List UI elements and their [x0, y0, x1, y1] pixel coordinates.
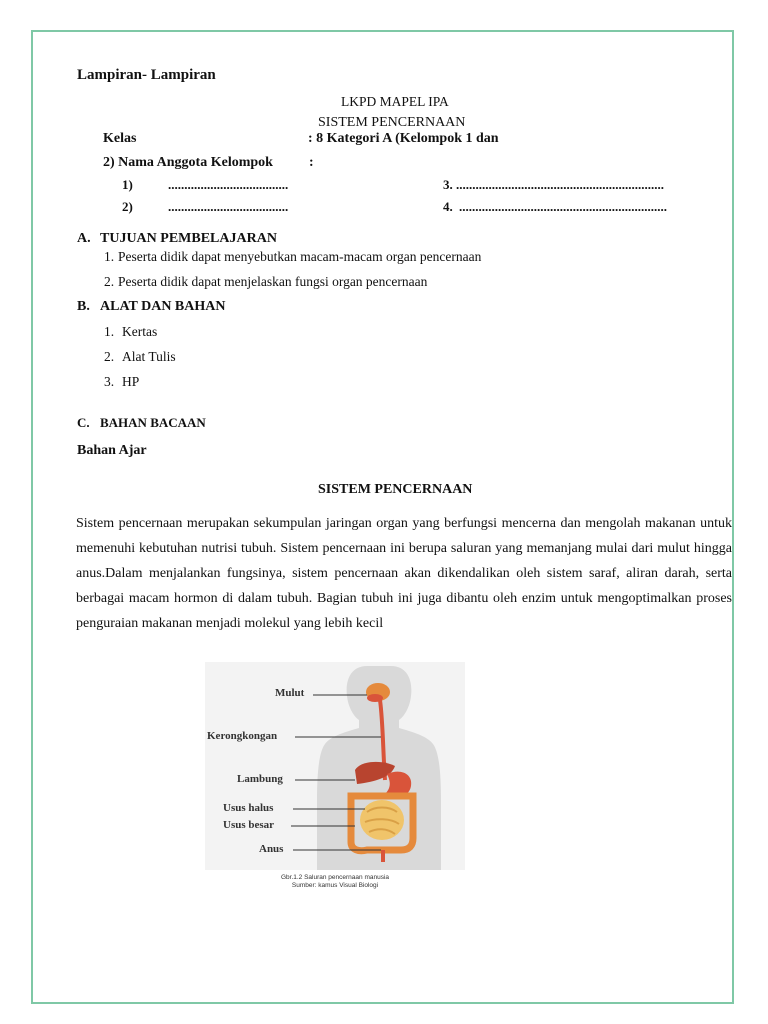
- section-b-marker: B.: [77, 299, 90, 314]
- member-number: 1): [122, 177, 133, 192]
- list-item-number: 1.: [104, 324, 115, 339]
- list-item-number: 2.: [104, 349, 115, 364]
- list-item: Peserta didik dapat menyebutkan macam-macam organ pencernaan: [118, 249, 482, 264]
- member-blank: ................................................................: [456, 177, 664, 192]
- label-kerongkongan: Kerongkongan: [207, 730, 278, 742]
- list-item: HP: [122, 374, 140, 389]
- digestive-system-figure: [205, 662, 465, 894]
- list-item: Alat Tulis: [122, 349, 176, 364]
- list-item-number: 3.: [104, 374, 115, 389]
- section-a-title: TUJUAN PEMBELAJARAN: [100, 231, 277, 246]
- label-usus-besar: Usus besar: [223, 819, 275, 831]
- list-item: Peserta didik dapat menjelaskan fungsi organ pencernaan: [118, 274, 428, 289]
- figure-source: Sumber: kamus Visual Biologi: [291, 882, 379, 889]
- label-mulut: Mulut: [275, 687, 305, 699]
- bahan-ajar-heading: Bahan Ajar: [77, 443, 147, 458]
- section-c-title: BAHAN BACAAN: [100, 415, 206, 430]
- member-blank: .....................................: [168, 199, 289, 214]
- nama-anggota-label: 2) Nama Anggota Kelompok: [103, 155, 273, 170]
- reading-paragraph: [76, 511, 732, 636]
- member-number: 2): [122, 199, 133, 214]
- member-blank: .....................................: [168, 177, 289, 192]
- reading-paragraph-text: Sistem pencernaan merupakan sekumpulan jaringan organ yang berfungsi mencerna dan mengolah makanan untuk memenuhi kebutuhan nutrisi tubuh. Sistem pencernaan ini berupa saluran yang memanjang mulai dari mulut hingga anus.Dalam menjalankan fungsinya, sistem pencernaan akan dikendalikan oleh sistem saraf, aliran darah, serta berbagai macam hormon di dalam tubuh. Bagian tubuh ini juga dibantu oleh enzim untuk mengoptimalkan proses penguraian makanan menjadi molekul yang lebih kecil: [76, 516, 732, 631]
- label-anus: Anus: [259, 843, 284, 855]
- kelas-label: Kelas: [103, 131, 137, 146]
- reading-title: SISTEM PENCERNAAN: [318, 482, 473, 497]
- list-item: Kertas: [122, 324, 158, 339]
- section-a-marker: A.: [77, 231, 91, 246]
- section-b-title: ALAT DAN BAHAN: [100, 299, 226, 314]
- member-number: 4.: [443, 199, 453, 214]
- list-item-number: 1.: [104, 249, 115, 264]
- topic-title: SISTEM PENCERNAAN: [318, 115, 466, 130]
- lkpd-title: LKPD MAPEL IPA: [341, 94, 449, 109]
- member-number: 3.: [443, 177, 453, 192]
- list-item-number: 2.: [104, 274, 115, 289]
- lampiran-heading: Lampiran- Lampiran: [77, 67, 216, 83]
- label-lambung: Lambung: [237, 773, 283, 785]
- label-usus-halus: Usus halus: [223, 802, 274, 814]
- section-c-marker: C.: [77, 415, 90, 430]
- member-blank: ................................................................: [459, 199, 667, 214]
- figure-caption: Gbr.1.2 Saluran pencernaan manusia: [280, 874, 390, 881]
- kelas-value: : 8 Kategori A (Kelompok 1 dan: [308, 131, 499, 146]
- nama-anggota-colon: :: [309, 155, 314, 170]
